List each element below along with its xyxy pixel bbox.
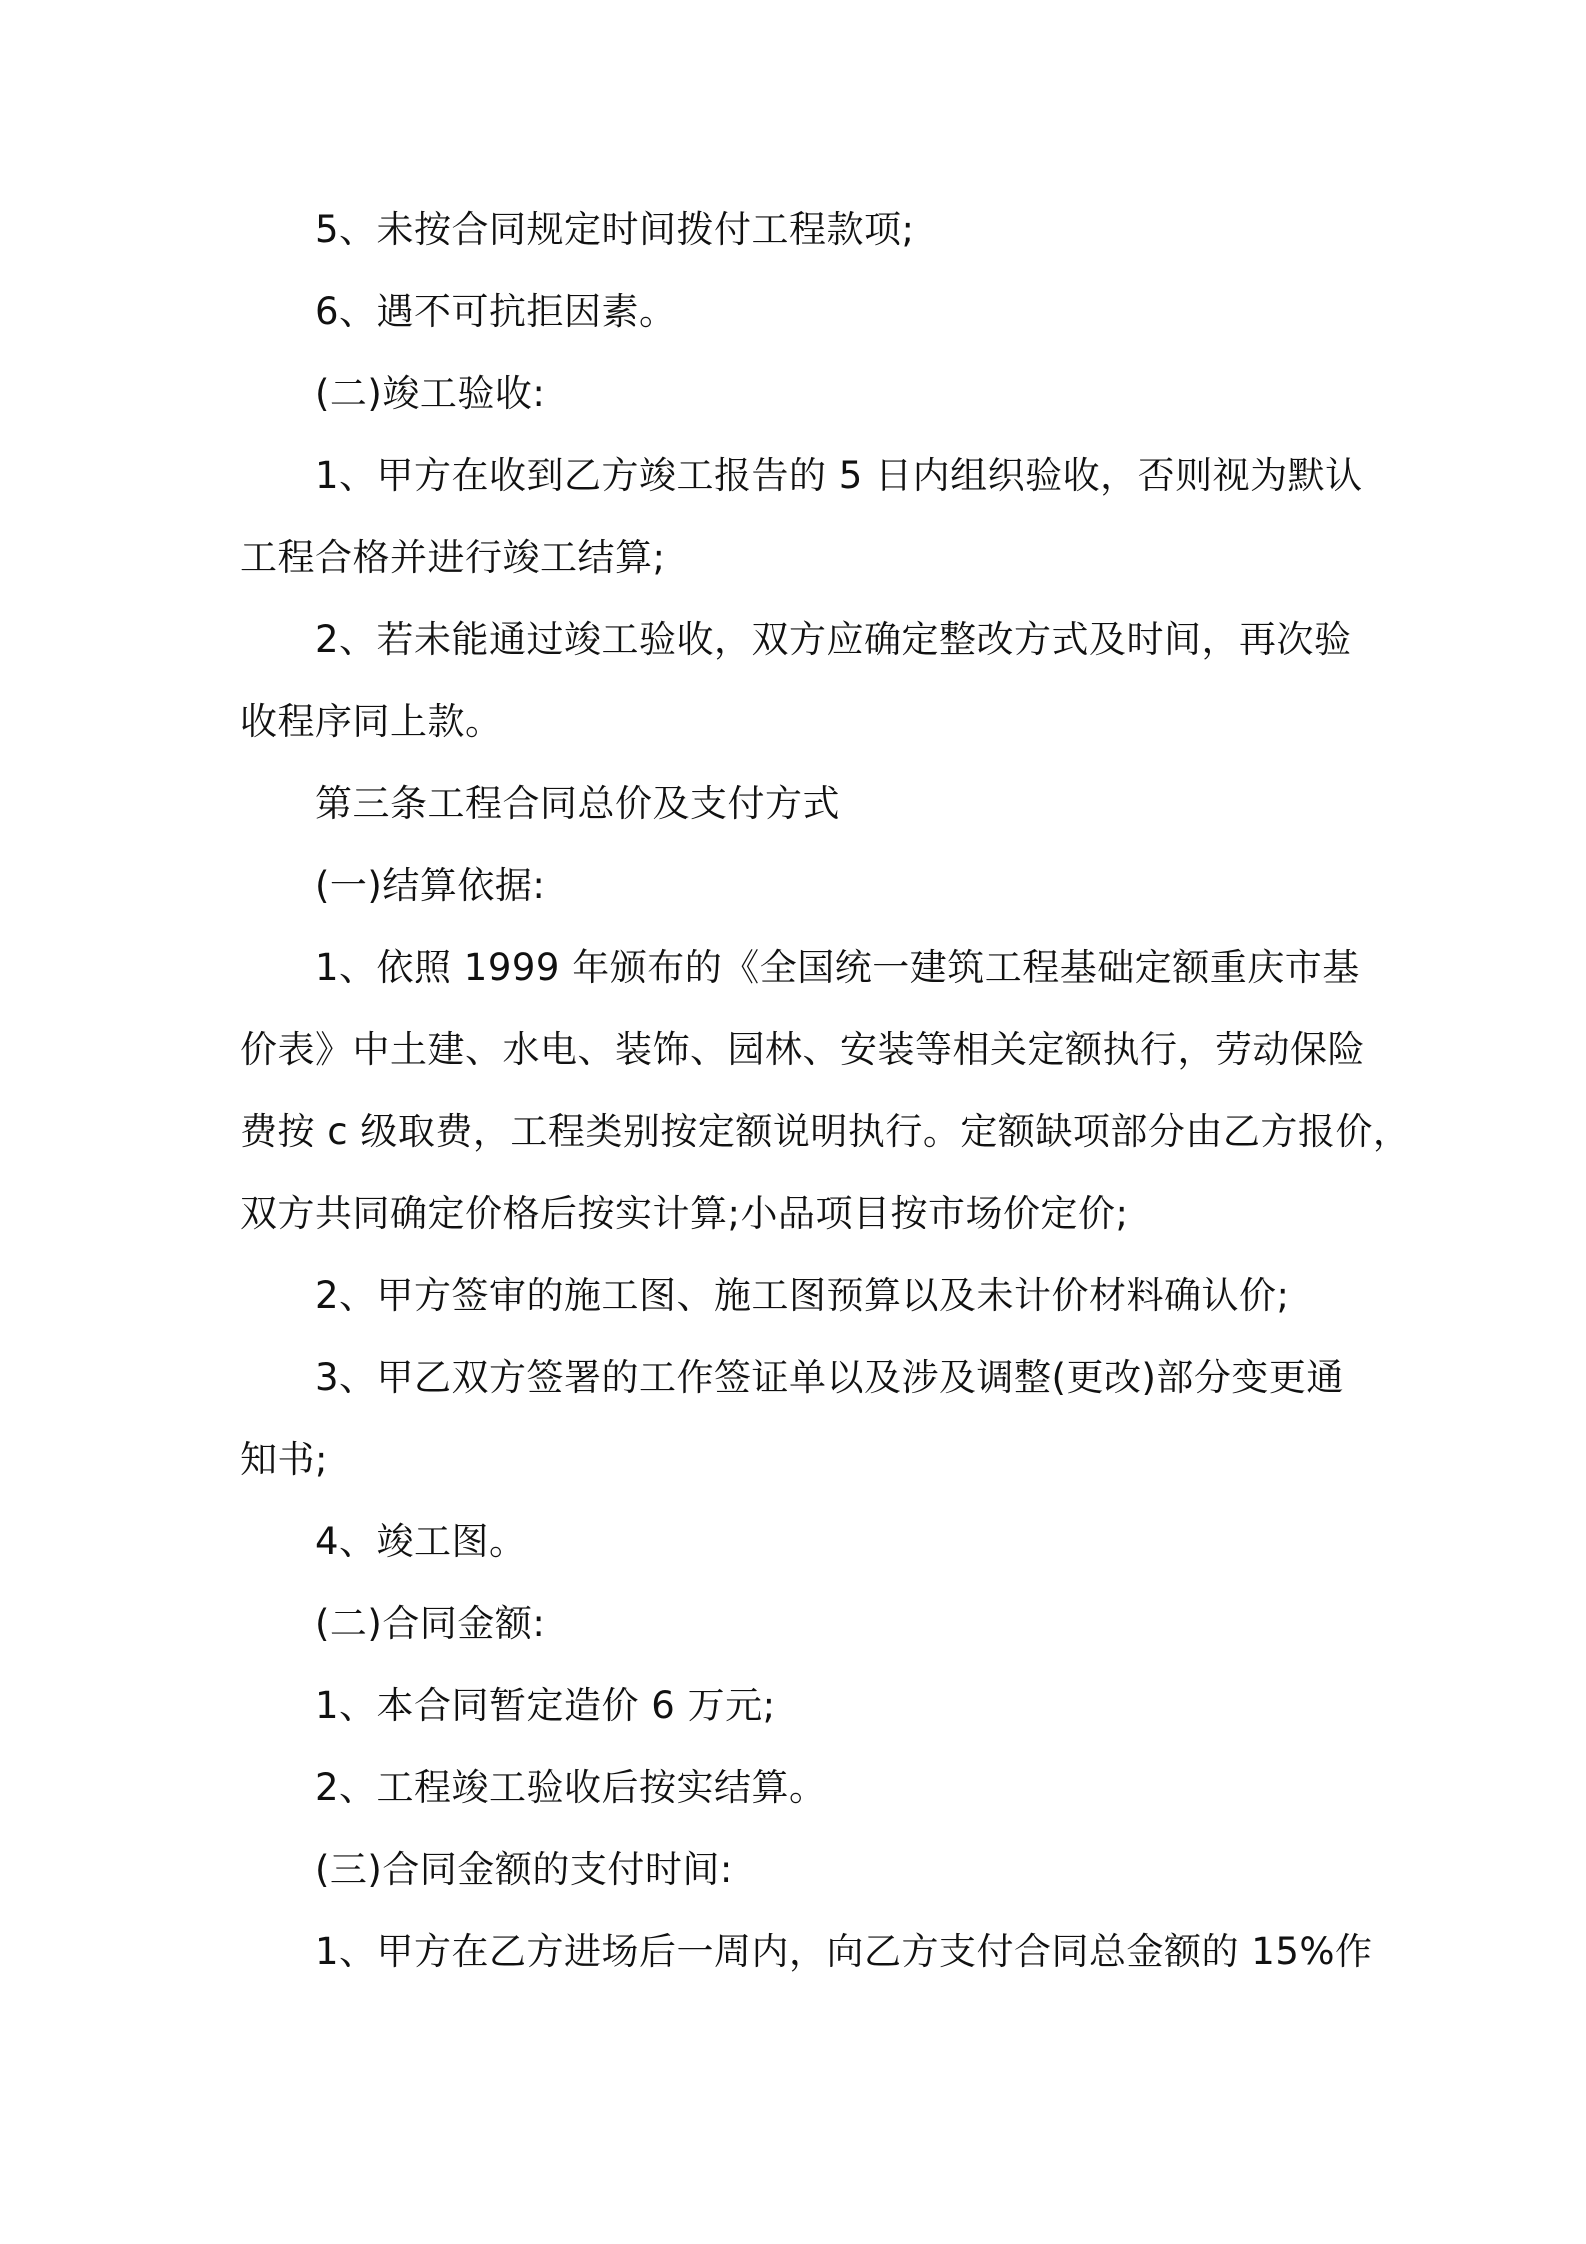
text-line: 2、甲方签审的施工图、施工图预算以及未计价材料确认价;	[315, 1274, 1290, 1317]
section-heading: (二)合同金额:	[315, 1602, 546, 1645]
text-line: 1、本合同暂定造价 6 万元;	[315, 1684, 776, 1727]
text-line: 6、遇不可抗拒因素。	[315, 290, 677, 333]
text-line: 工程合格并进行竣工结算;	[240, 536, 666, 579]
text-line: 3、甲乙双方签署的工作签证单以及涉及调整(更改)部分变更通	[315, 1356, 1344, 1399]
text-line: 价表》中土建、水电、装饰、园林、安装等相关定额执行，劳动保险	[240, 1028, 1365, 1071]
section-heading: (二)竣工验收:	[315, 372, 546, 415]
text-line: 2、若未能通过竣工验收，双方应确定整改方式及时间，再次验	[315, 618, 1352, 661]
article-heading: 第三条工程合同总价及支付方式	[315, 782, 840, 825]
text-line: 1、甲方在收到乙方竣工报告的 5 日内组织验收，否则视为默认	[315, 454, 1363, 497]
text-line: 1、依照 1999 年颁布的《全国统一建筑工程基础定额重庆市基	[315, 946, 1360, 989]
section-heading: (一)结算依据:	[315, 864, 546, 907]
text-line: 知书;	[240, 1438, 328, 1481]
text-line: 双方共同确定价格后按实计算;小品项目按市场价定价;	[240, 1192, 1129, 1235]
text-line: 1、甲方在乙方进场后一周内，向乙方支付合同总金额的 15%作	[315, 1930, 1373, 1973]
text-line: 5、未按合同规定时间拨付工程款项;	[315, 208, 915, 251]
text-line: 费按 c 级取费，工程类别按定额说明执行。定额缺项部分由乙方报价，	[240, 1110, 1411, 1153]
section-heading: (三)合同金额的支付时间:	[315, 1848, 733, 1891]
text-line: 4、竣工图。	[315, 1520, 527, 1563]
text-line: 收程序同上款。	[240, 700, 503, 743]
text-line: 2、工程竣工验收后按实结算。	[315, 1766, 827, 1809]
